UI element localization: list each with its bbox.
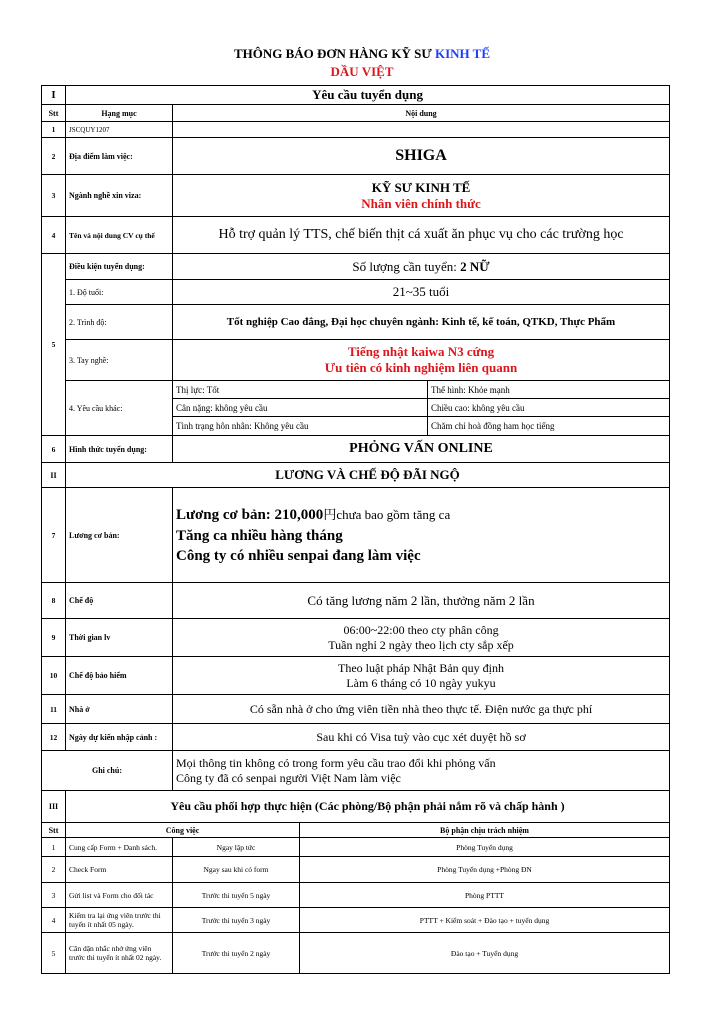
row-12-value: Sau khi có Visa tuỳ vào cục xét duyệt hồ sơ bbox=[173, 724, 670, 751]
row-5-education-label: 2. Trình độ: bbox=[66, 305, 173, 340]
task-dept: Đào tạo + Tuyển dụng bbox=[300, 933, 670, 974]
task-name: Check Form bbox=[66, 857, 173, 883]
task-dept: Phòng Tuyển dụng +Phòng ĐN bbox=[300, 857, 670, 883]
row-7-label: Lương cơ bản: bbox=[66, 488, 173, 583]
row-5-stt: 5 bbox=[42, 254, 66, 436]
row-12 bbox=[42, 724, 670, 751]
note-row bbox=[42, 751, 670, 791]
row-4-label: Tên và nội dung CV cụ thể bbox=[66, 217, 173, 254]
row-9-value-1: 06:00~22:00 theo cty phân công bbox=[343, 622, 499, 637]
task-row bbox=[42, 933, 670, 974]
row-3-value bbox=[173, 175, 670, 217]
task-dept: Phòng Tuyển dụng bbox=[300, 838, 670, 857]
row-5-skill bbox=[42, 340, 670, 381]
row-5-other-label: 4. Yêu cầu khác: bbox=[66, 381, 173, 436]
row-7-value bbox=[173, 488, 670, 583]
section-1-number: I bbox=[42, 86, 66, 105]
row-5-condition bbox=[42, 254, 670, 280]
row-11 bbox=[42, 695, 670, 724]
document-subtitle: DẦU VIỆT bbox=[330, 64, 394, 79]
row-2 bbox=[42, 138, 670, 175]
row-10-stt: 10 bbox=[42, 657, 66, 695]
row-2-stt: 2 bbox=[42, 138, 66, 175]
row-10 bbox=[42, 657, 670, 695]
row-10-label: Chế độ bảo hiểm bbox=[66, 657, 173, 695]
task-time: Ngay lập tức bbox=[173, 838, 300, 857]
row-8-label: Chế độ bbox=[66, 583, 173, 619]
col-content-header: Nội dung bbox=[173, 105, 670, 122]
row-8-stt: 8 bbox=[42, 583, 66, 619]
row-5-other-cell: Chăm chỉ hoà đồng ham học tiếng bbox=[428, 417, 670, 436]
row-5-skill-label: 3. Tay nghề: bbox=[66, 340, 173, 381]
row-2-value: SHIGA bbox=[173, 138, 670, 175]
section-1-header bbox=[42, 86, 670, 105]
task-time: Trước thi tuyển 5 ngày bbox=[173, 883, 300, 908]
row-3 bbox=[42, 175, 670, 217]
row-9-value-2: Tuần nghỉ 2 ngày theo lịch cty sắp xếp bbox=[328, 637, 514, 652]
section-3-column-header bbox=[42, 823, 670, 838]
row-8 bbox=[42, 583, 670, 619]
task-stt: 3 bbox=[42, 883, 66, 908]
col-task-header: Công việc bbox=[66, 823, 300, 838]
note-value-2: Công ty đã có senpai người Việt Nam làm việc bbox=[176, 770, 401, 785]
note-value bbox=[173, 751, 670, 791]
row-3-stt: 3 bbox=[42, 175, 66, 217]
row-7-line-2: Tăng ca nhiều hàng tháng bbox=[176, 527, 343, 544]
task-row bbox=[42, 857, 670, 883]
row-5-age-value: 21~35 tuổi bbox=[173, 280, 670, 305]
task-row bbox=[42, 883, 670, 908]
section-2-header bbox=[42, 463, 670, 488]
document-title bbox=[0, 46, 724, 62]
row-4-value: Hỗ trợ quản lý TTS, chế biến thịt cá xuất ăn phục vụ cho các trường học bbox=[173, 217, 670, 254]
task-name: Cung cấp Form + Danh sách. bbox=[66, 838, 173, 857]
row-5-skill-value bbox=[173, 340, 670, 381]
task-name: Kiểm tra lại ứng viên trước thi tuyển ít nhất 05 ngày. bbox=[66, 908, 173, 933]
row-5-education-value: Tốt nghiệp Cao đẳng, Đại học chuyên ngành: Kinh tế, kế toán, QTKD, Thực Phẩm bbox=[173, 305, 670, 340]
row-5-other-cell: Cân nặng: không yêu cầu bbox=[173, 399, 428, 417]
section-3-header bbox=[42, 791, 670, 823]
recruitment-table bbox=[41, 85, 670, 974]
row-5-education bbox=[42, 305, 670, 340]
row-3-value-1: KỸ SƯ KINH TẾ bbox=[371, 179, 471, 195]
section-1-column-header bbox=[42, 105, 670, 122]
task-name: Gửi list và Form cho đối tác bbox=[66, 883, 173, 908]
row-11-stt: 11 bbox=[42, 695, 66, 724]
yen-sign: 円 bbox=[323, 507, 337, 523]
col-dept-header: Bộ phận chịu trách nhiệm bbox=[300, 823, 670, 838]
row-5-condition-value bbox=[173, 254, 670, 280]
col-stt-header: Stt bbox=[42, 823, 66, 838]
row-5-other-cell: Chiều cao: không yêu cầu bbox=[428, 399, 670, 417]
task-time: Trước thi tuyển 2 ngày bbox=[173, 933, 300, 974]
row-7-salary-amount: Lương cơ bản: 210,000 bbox=[176, 506, 324, 523]
row-2-label: Địa điểm làm việc: bbox=[66, 138, 173, 175]
row-12-label: Ngày dự kiến nhập cảnh : bbox=[66, 724, 173, 751]
section-2-title: LƯƠNG VÀ CHẾ ĐỘ ĐÃI NGỘ bbox=[66, 463, 670, 488]
row-5-age bbox=[42, 280, 670, 305]
row-1-empty bbox=[173, 122, 670, 138]
document-title-part2: KINH TẾ bbox=[435, 46, 491, 61]
task-row bbox=[42, 838, 670, 857]
col-stt-header: Stt bbox=[42, 105, 66, 122]
section-2-number: II bbox=[42, 463, 66, 488]
section-3-title: Yêu cầu phối hợp thực hiện (Các phòng/Bộ phận phải nắm rõ và chấp hành ) bbox=[66, 791, 670, 823]
row-1-stt: 1 bbox=[42, 122, 66, 138]
row-5-other-cell: Thị lực: Tốt bbox=[173, 381, 428, 399]
task-time: Ngay sau khi có form bbox=[173, 857, 300, 883]
section-3-number: III bbox=[42, 791, 66, 823]
row-5-condition-prefix: Số lượng cần tuyển: bbox=[352, 258, 457, 274]
row-5-condition-count: 2 NỮ bbox=[460, 258, 490, 274]
row-5-other-cell: Tình trạng hôn nhân: Không yêu cầu bbox=[173, 417, 428, 436]
row-12-stt: 12 bbox=[42, 724, 66, 751]
row-10-value bbox=[173, 657, 670, 695]
row-4-stt: 4 bbox=[42, 217, 66, 254]
row-4 bbox=[42, 217, 670, 254]
section-1-title: Yêu cầu tuyển dụng bbox=[66, 86, 670, 105]
row-9 bbox=[42, 619, 670, 657]
task-stt: 5 bbox=[42, 933, 66, 974]
row-7-line-3: Công ty có nhiều senpai đang làm việc bbox=[176, 547, 421, 564]
row-5-skill-value-1: Tiếng nhật kaiwa N3 cứng bbox=[347, 344, 495, 359]
row-5-age-label: 1. Độ tuổi: bbox=[66, 280, 173, 305]
row-1 bbox=[42, 122, 670, 138]
task-name: Căn dặn nhắc nhở ứng viên trước thi tuyển ít nhất 02 ngày. bbox=[66, 933, 173, 974]
row-5-other-cell: Thể hình: Khỏe mạnh bbox=[428, 381, 670, 399]
task-time: Trước thi tuyển 3 ngày bbox=[173, 908, 300, 933]
row-9-value bbox=[173, 619, 670, 657]
row-9-stt: 9 bbox=[42, 619, 66, 657]
row-5-condition-label: Điều kiện tuyển dụng: bbox=[66, 254, 173, 280]
row-7 bbox=[42, 488, 670, 583]
row-8-value: Có tăng lương năm 2 lần, thưởng năm 2 lần bbox=[173, 583, 670, 619]
note-label: Ghi chú: bbox=[42, 751, 173, 791]
row-10-value-2: Làm 6 tháng có 10 ngày yukyu bbox=[346, 675, 496, 690]
row-5-other-1 bbox=[42, 381, 670, 399]
task-dept: PTTT + Kiểm soát + Đào tạo + tuyển dụng bbox=[300, 908, 670, 933]
document-title-part1: THÔNG BÁO ĐƠN HÀNG KỸ SƯ bbox=[233, 46, 432, 61]
row-7-salary-note: chưa bao gồm tăng ca bbox=[336, 506, 451, 522]
row-1-code: JSCQUY1207 bbox=[66, 122, 173, 138]
row-10-value-1: Theo luật pháp Nhật Bản quy định bbox=[338, 660, 504, 675]
row-6 bbox=[42, 436, 670, 463]
row-11-label: Nhà ở bbox=[66, 695, 173, 724]
task-row bbox=[42, 908, 670, 933]
task-stt: 4 bbox=[42, 908, 66, 933]
row-6-stt: 6 bbox=[42, 436, 66, 463]
row-6-label: Hình thức tuyển dụng: bbox=[66, 436, 173, 463]
row-11-value: Có sẵn nhà ở cho ứng viên tiền nhà theo thực tế. Điện nước ga thực phí bbox=[173, 695, 670, 724]
task-stt: 2 bbox=[42, 857, 66, 883]
row-7-stt: 7 bbox=[42, 488, 66, 583]
row-6-value: PHỎNG VẤN ONLINE bbox=[173, 436, 670, 463]
task-dept: Phòng PTTT bbox=[300, 883, 670, 908]
row-3-label: Ngành nghề xin viza: bbox=[66, 175, 173, 217]
task-stt: 1 bbox=[42, 838, 66, 857]
row-5-skill-value-2: Ưu tiên có kinh nghiệm liên quann bbox=[324, 360, 518, 375]
col-item-header: Hạng mục bbox=[66, 105, 173, 122]
row-9-label: Thời gian lv bbox=[66, 619, 173, 657]
note-value-1: Mọi thông tin không có trong form yêu cầu trao đổi khi phỏng vấn bbox=[176, 755, 496, 770]
row-3-value-2: Nhân viên chính thức bbox=[361, 195, 481, 211]
